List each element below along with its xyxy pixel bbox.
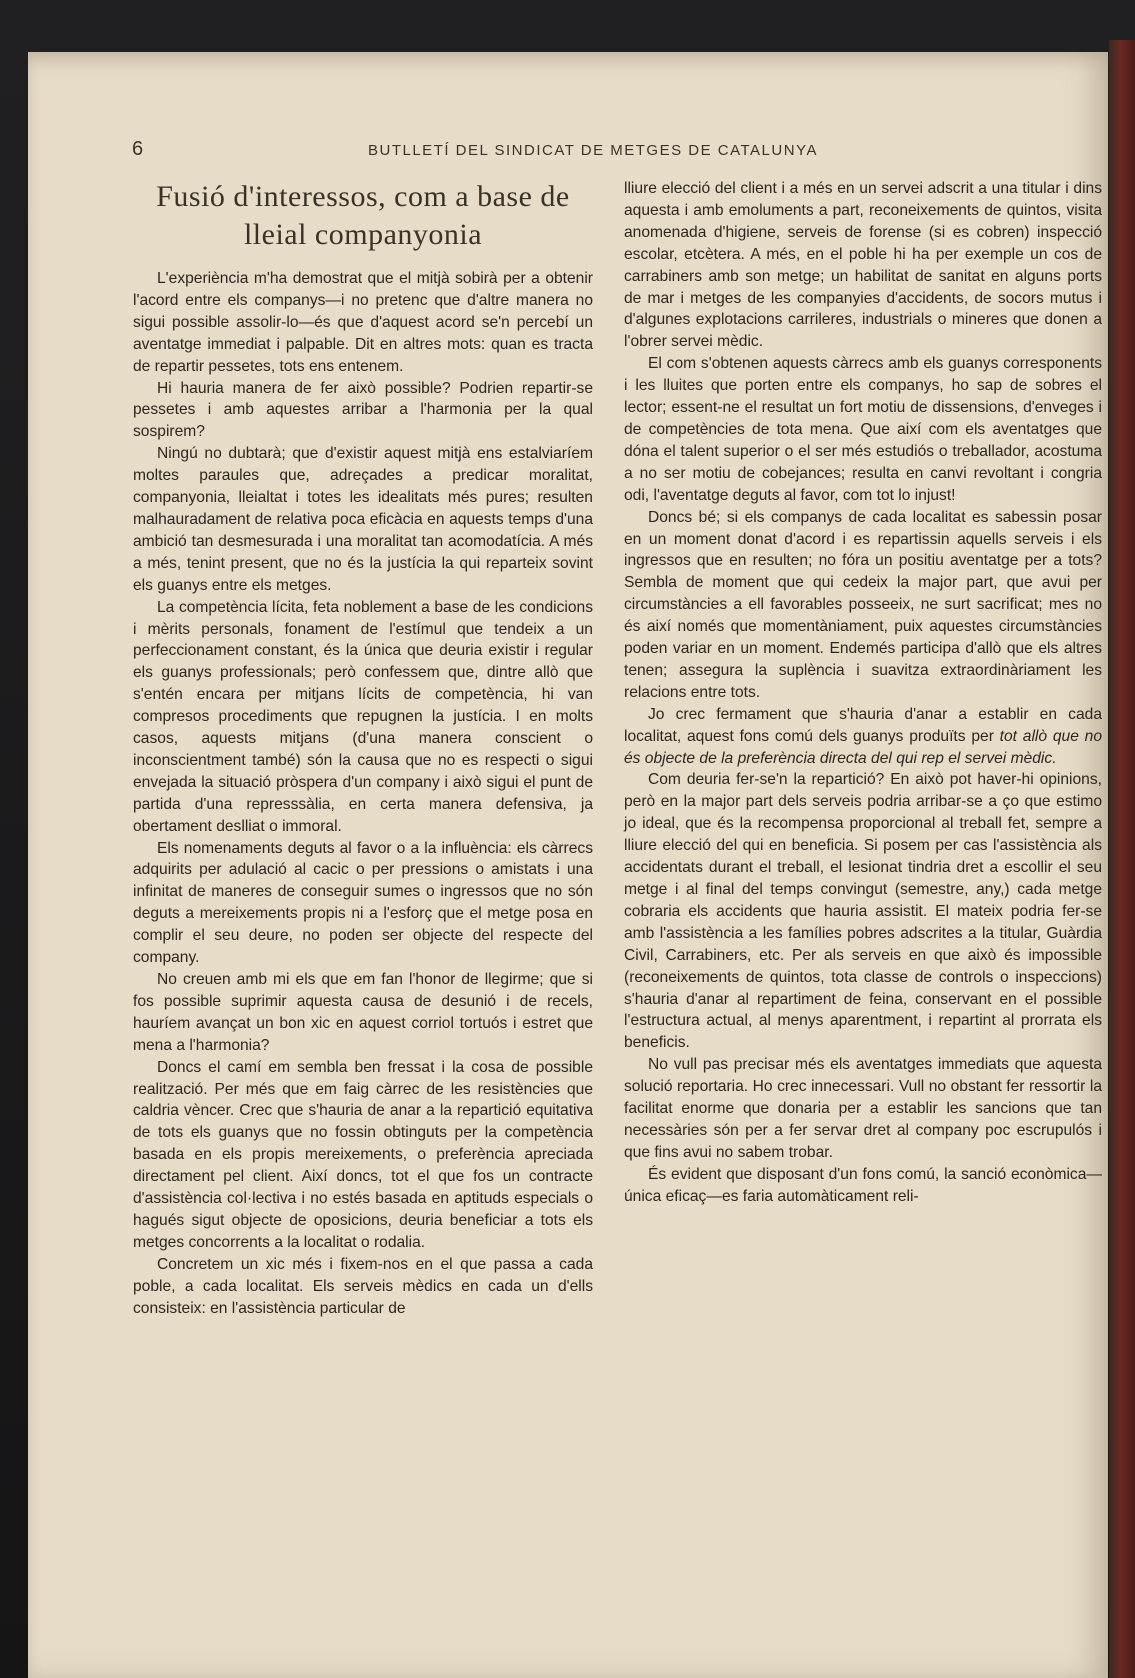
- paragraph: Hi hauria manera de fer això possible? Podrien repartir-se pessetes i amb aquestes arribar a l'harmonia per la qual sospirem?: [133, 379, 593, 441]
- paragraph: Com deuria fer-se'n la repartició? En això pot haver-hi opinions, però en la major part dels serveis podria arribar-se a ço que estimo jo ideal, que és la recompensa proporcional al treball fet, sempre a lliure elecció del qui en beneficia. Si posem per cas l'assistència als accidentats durant el treball, el lesionat tindria dret a escollir el seu metge i al final del temps convingut (semestre, any,) cada metge cobraria els accidents que hauria assistit. El mateix podria fer-se amb l'assistència a les famílies pobres adscrites a la titular, Guàrdia Civil, Carrabiners, etc. Per als serveis en que això és impossible (reconeixements de quintos, tota classe de controls o inspeccions) s'hauria d'anar al repartiment de feina, conservant en el possible l'estructura actual, al menys aparentment, i repartint al prorrata els beneficis.: [624, 771, 1102, 1052]
- paragraph-common-fund: [624, 704, 1102, 770]
- paragraph-text: Jo crec fermament que s'hauria d'anar a establir en cada localitat, aquest fons comú dels guanys produïts per: [624, 705, 1102, 745]
- paragraph: Concretem un xic més i fixem-nos en el que passa a cada poble, a cada localitat. Els serveis mèdics en cada un d'ells consisteix: en l'assistència particular de: [133, 1255, 593, 1317]
- right-column: [624, 178, 1102, 1208]
- article-title: Fusió d'interessos, com a base de lleial companyonia: [156, 180, 570, 251]
- paragraph: Doncs el camí em sembla ben fressat i la cosa de possible realització. Per més que em faig càrrec de les resistències que caldria vèncer. Crec que s'hauria de anar a la repartició equitativa de tots els guanys que no fossin obtinguts per la competència basada en els propis mereixements, o preferència apreciada directament pel client. Així doncs, tot el que fos un contracte d'assistència col·lectiva i no estés basada en aptituds especials o hagués sigut objecte de oposicions, deuria beneficiar a tots els metges concorrents a la localitat o rodalia.: [133, 1058, 593, 1251]
- emphasized-text: tot allò que no és objecte de la preferència directa del qui rep el servei mèdic.: [624, 727, 1102, 767]
- journal-page: [28, 52, 1108, 1678]
- paragraph: El com s'obtenen aquests càrrecs amb els guanys corresponents i les lluites que porten entre els companys, ho sap de sobres el lector; essent-ne el resultat un fort motiu de dissensions, d'enveges i de competències de tota mena. Que així com els aventatges que dóna el talent superior o el ser més estudiós o treballador, acostuma a no ser motiu de cobejances; resulta en canvi revoltant i congria odi, l'aventatge deguts al favor, com tot lo injust!: [624, 355, 1102, 504]
- paragraph-continued: lliure elecció del client i a més en un servei adscrit a una titular i dins aquesta i amb emoluments a part, reconeixements de quintos, visita anomenada d'higiene, serveis de forense (si es cobren) inspecció escolar, etcètera. A més, en el poble hi ha per exemple un cos de carrabiners amb son metge; un habilitat de sanitat en alguns ports de mar i metges de les companyies d'accidents, de socors mutus i d'algunes explotacions carrileres, industrials o mineres que donen a l'obrer servei mèdic.: [624, 180, 1102, 351]
- paragraph: L'experiència m'ha demostrat que el mitjà sobirà per a obtenir l'acord entre els companys—i no pretenc que d'altre manera no sigui possible assolir-lo—és que d'aquest acord se'n percebí un aventatge immediat i palpable. Dit en altres mots: quan es tracta de repartir pessetes, tots ens entenem.: [133, 270, 593, 375]
- journal-title: BUTLLETÍ DEL SINDICAT DE METGES DE CATALUNYA: [368, 142, 818, 159]
- paragraph: No creuen amb mi els que em fan l'honor de llegirme; que si fos possible suprimir aquesta causa de desunió i de recels, hauríem avançat un bon xic en aquest corriol tortuós i estret que mena a l'harmonia?: [133, 971, 593, 1054]
- paragraph: No vull pas precisar més els aventatges immediats que aquesta solució reportaria. Ho crec innecessari. Vull no obstant fer ressortir la facilitat enorme que donaria per a establir les sancions que tan necessàries són per a fer servar dret al company poc escrupulós i que fins avui no sabem trobar.: [624, 1056, 1102, 1161]
- paragraph: Ningú no dubtarà; que d'existir aquest mitjà ens estalviaríem moltes paraules que, adreçades a predicar moralitat, companyonia, lleialtat i totes les idealitats més pures; resulten malhauradament de relativa poca eficàcia en aquests temps d'una ambició tan desmesurada i una moralitat tan acomodatícia. A més a més, tenint present, que no és la justícia la qui reparteix sovint els guanys entre els metges.: [133, 445, 593, 594]
- paragraph: Doncs bé; si els companys de cada localitat es sabessin posar en un moment donat d'acord i es repartissin aquells serveis i els ingressos que en resulten; no fóra un positiu aventatge per a tots? Sembla de moment que qui cedeix la major part, que avui per circumstàncies a ell favorables posseeix, ne surt sacrificat; mes no és així només que momentàniament, puix aquestes circumstàncies poden variar en un moment. Endemés participa d'allò que els altres tenen; assegura la suplència i suavitza extraordinàriament les relacions entre tots.: [624, 508, 1102, 701]
- paragraph: És evident que disposant d'un fons comú, la sanció econòmica—única eficaç—es faria automàticament reli-: [624, 1165, 1102, 1205]
- left-column: [133, 178, 593, 1320]
- book-binding-edge: [1109, 40, 1135, 1678]
- paragraph: La competència lícita, feta noblement a base de les condicions i mèrits personals, fonament de l'estímul que tendeix a un perfeccionament constant, és la única que deuria existir i regular els guanys professionals; però confessem que, dintre allò que s'entén encara per mitjans lícits de competència, hi van compresos procediments que repugnen la justícia. I en molts casos, aquests mitjans (d'una manera conscient o inconscientment també) són la causa que no es respecti o sigui envejada la situació pròspera d'un company i això sigui el punt de partida d'una represssàlia, en certa manera defensiva, ja obertament deslliat o immoral.: [133, 598, 593, 835]
- page-number: 6: [132, 138, 144, 160]
- paragraph: Els nomenaments deguts al favor o a la influència: els càrrecs adquirits per adulació al cacic o per pressions o amistats i una infinitat de maneres de conseguir sumes o ingressos que no són deguts a mereixements propis ni a l'esforç que el metge posa en complir el seu deure, no poden ser objecte del respecte del company.: [133, 839, 593, 967]
